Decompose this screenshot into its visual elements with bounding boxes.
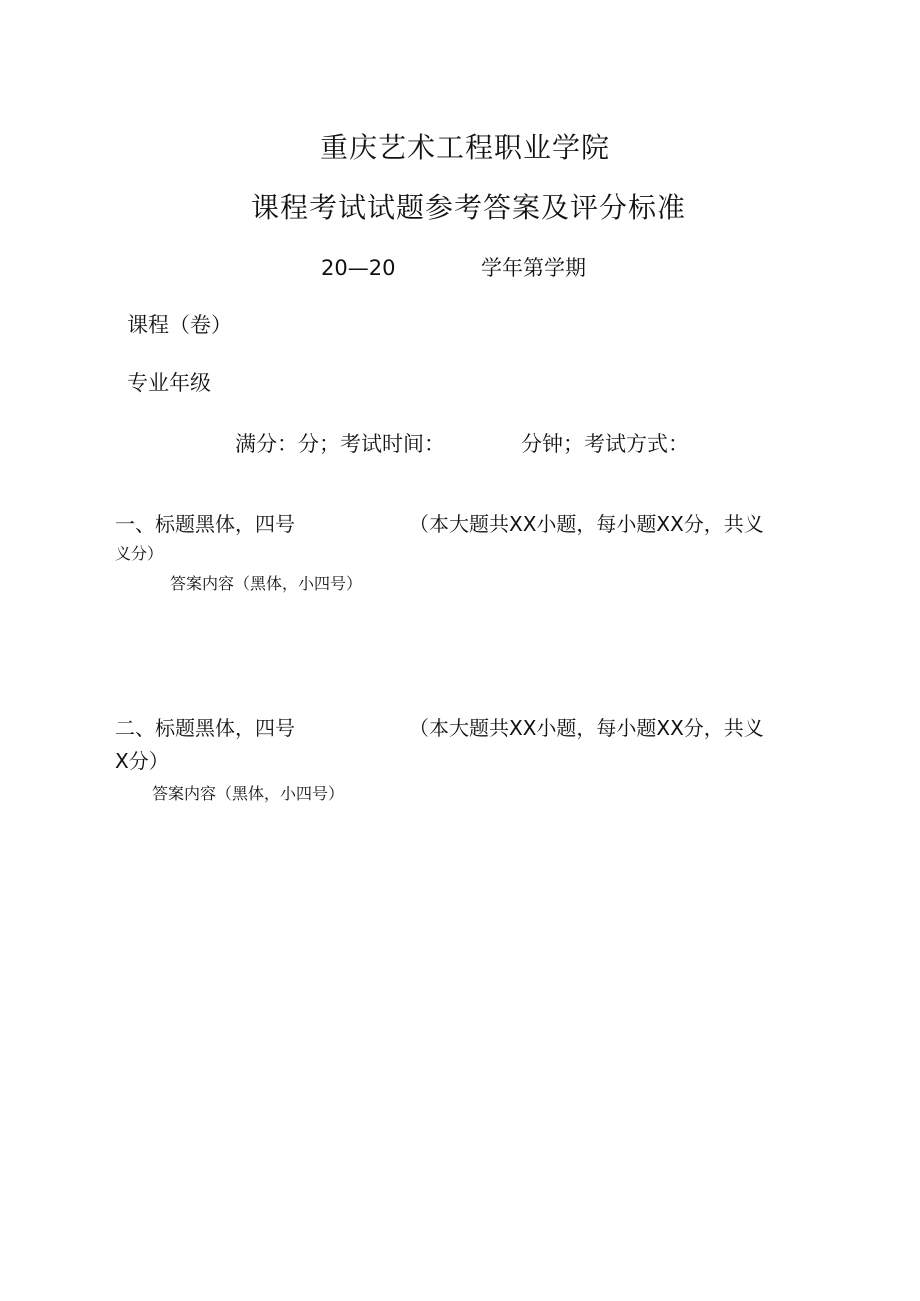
section-2-title: 二、标题黑体，四号 [115,716,295,740]
section-2-score-note-continued: X分） [115,749,169,773]
section-1-answer-content: 答案内容（黑体，小四号） [170,574,363,593]
section-1-score-note-continued: 义分） [115,544,164,563]
section-2-score-note: （本大题共XX小题，每小题XX分，共义 [409,716,764,740]
minutes-exam-method-label: 分钟；考试方式： [521,432,689,456]
full-score-exam-time-label: 满分：分；考试时间： [235,432,445,456]
section-1-title: 一、标题黑体，四号 [115,512,295,536]
document-title: 课程考试试题参考答案及评分标准 [251,191,687,224]
academic-year-range: 20—20 [321,256,396,280]
major-grade-field-label: 专业年级 [127,371,211,395]
academic-term: 学年第学期 [481,256,586,280]
section-2-answer-content: 答案内容（黑体，小四号） [152,784,345,803]
school-name: 重庆艺术工程职业学院 [320,131,611,164]
course-field-label: 课程（卷） [127,313,232,337]
section-1-score-note: （本大题共XX小题，每小题XX分，共义 [409,512,764,536]
